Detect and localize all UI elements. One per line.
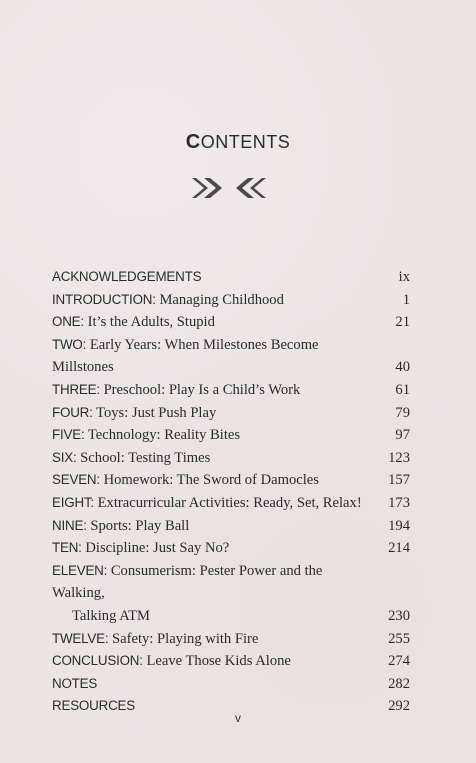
- toc-entry-text: Sports: Play Ball: [90, 517, 190, 534]
- toc-entry: [52, 469, 410, 492]
- toc-entry-title: [52, 650, 382, 673]
- toc-entry-label: ONE:: [52, 314, 84, 330]
- toc-entry-page: 123: [388, 449, 410, 466]
- toc-entry-title: [52, 447, 382, 470]
- toc-entry-label: FOUR:: [52, 404, 93, 420]
- toc-entry-label: TWO:: [52, 336, 87, 352]
- toc-entry-text: Extracurricular Activities: Ready, Set, Relax!: [97, 494, 362, 511]
- toc-entry-label: FIVE:: [52, 427, 85, 443]
- page-number: v: [235, 711, 241, 725]
- toc-entry-label: ELEVEN:: [52, 562, 108, 578]
- toc-entry-text: Safety: Playing with Fire: [112, 630, 259, 647]
- toc-entry: [52, 492, 410, 515]
- contents-heading-initial: C: [185, 131, 201, 153]
- toc-entry-title: [52, 469, 382, 492]
- toc-entry-title: [52, 311, 382, 334]
- toc-entry: [52, 515, 410, 538]
- toc-entry-title: [52, 537, 382, 560]
- toc-entry-title: [52, 289, 382, 312]
- toc-entry-text-line2: Talking ATM: [72, 607, 151, 624]
- toc-entry: [52, 650, 410, 673]
- toc-entry-text: Homework: The Sword of Damocles: [103, 472, 319, 489]
- toc-entry: [52, 402, 410, 425]
- toc-entry-text: Toys: Just Push Play: [96, 404, 217, 421]
- toc-entry-text: Early Years: When Milestones Become Millstones: [52, 336, 319, 376]
- double-chevron-ornament-icon: [190, 175, 268, 201]
- table-of-contents: [52, 266, 410, 718]
- toc-entry-text: School: Testing Times: [80, 449, 211, 466]
- toc-entry: [52, 379, 410, 402]
- toc-entry: [52, 537, 410, 560]
- toc-entry-label: TWELVE:: [52, 630, 109, 646]
- toc-entry-label: EIGHT:: [52, 494, 94, 510]
- toc-entry-title: [52, 560, 382, 628]
- toc-entry-page: 292: [388, 698, 410, 715]
- toc-entry-title: [52, 515, 382, 538]
- toc-entry-page: 79: [395, 404, 410, 421]
- toc-entry-page: 1: [402, 291, 410, 308]
- toc-entry-text: Preschool: Play Is a Child’s Work: [103, 381, 301, 398]
- toc-entry: [52, 334, 410, 379]
- toc-entry-text: It’s the Adults, Stupid: [87, 314, 215, 331]
- toc-entry-label: THREE:: [52, 381, 100, 397]
- toc-entry-text: Technology: Reality Bites: [87, 427, 241, 444]
- toc-entry-label: TEN:: [52, 540, 82, 556]
- toc-entry-page: 40: [395, 359, 410, 376]
- toc-entry-title: [52, 402, 382, 425]
- toc-entry-page: ix: [398, 269, 410, 285]
- toc-entry-title: [52, 266, 382, 289]
- toc-entry-label: ACKNOWLEDGEMENTS: [52, 269, 202, 284]
- toc-entry-title: [52, 379, 382, 402]
- toc-entry-title: [52, 673, 382, 696]
- toc-entry-label: CONCLUSION:: [52, 653, 143, 669]
- toc-entry-label: SIX:: [52, 449, 77, 465]
- toc-entry-page: 274: [388, 653, 410, 670]
- contents-heading: [0, 131, 476, 154]
- toc-entry-label: INTRODUCTION:: [52, 291, 156, 307]
- toc-entry: [52, 560, 410, 628]
- toc-entry-text: Discipline: Just Say No?: [85, 540, 230, 557]
- toc-entry-text: Leave Those Kids Alone: [146, 653, 291, 670]
- toc-entry: [52, 311, 410, 334]
- toc-entry-title: [52, 424, 382, 447]
- toc-entry-page: 282: [388, 675, 410, 692]
- toc-entry: [52, 266, 410, 289]
- toc-entry: [52, 447, 410, 470]
- toc-entry-page: 157: [388, 472, 410, 489]
- toc-entry-title: [52, 334, 382, 379]
- toc-entry-label: NOTES: [52, 675, 98, 691]
- toc-entry: [52, 628, 410, 651]
- toc-entry-label: SEVEN:: [52, 472, 100, 488]
- toc-entry-page: 21: [395, 314, 410, 331]
- contents-heading-rest: ONTENTS: [200, 132, 291, 152]
- toc-entry-title: [52, 492, 382, 515]
- toc-entry-page: 173: [388, 494, 410, 511]
- toc-entry-page: 214: [388, 540, 410, 557]
- toc-entry-label: NINE:: [52, 517, 87, 533]
- toc-entry-page: 255: [388, 630, 410, 647]
- toc-entry-page: 61: [395, 381, 410, 398]
- toc-entry: [52, 424, 410, 447]
- toc-entry-text: Consumerism: Pester Power and the Walking,: [52, 562, 323, 602]
- toc-entry-title: [52, 628, 382, 651]
- toc-entry-label: RESOURCES: [52, 698, 136, 714]
- toc-entry: [52, 289, 410, 312]
- toc-entry-page: 194: [388, 517, 410, 534]
- toc-entry-page: 97: [395, 427, 410, 444]
- toc-entry: [52, 673, 410, 696]
- toc-entry-text: Managing Childhood: [159, 291, 284, 308]
- toc-entry-page: 230: [388, 607, 410, 624]
